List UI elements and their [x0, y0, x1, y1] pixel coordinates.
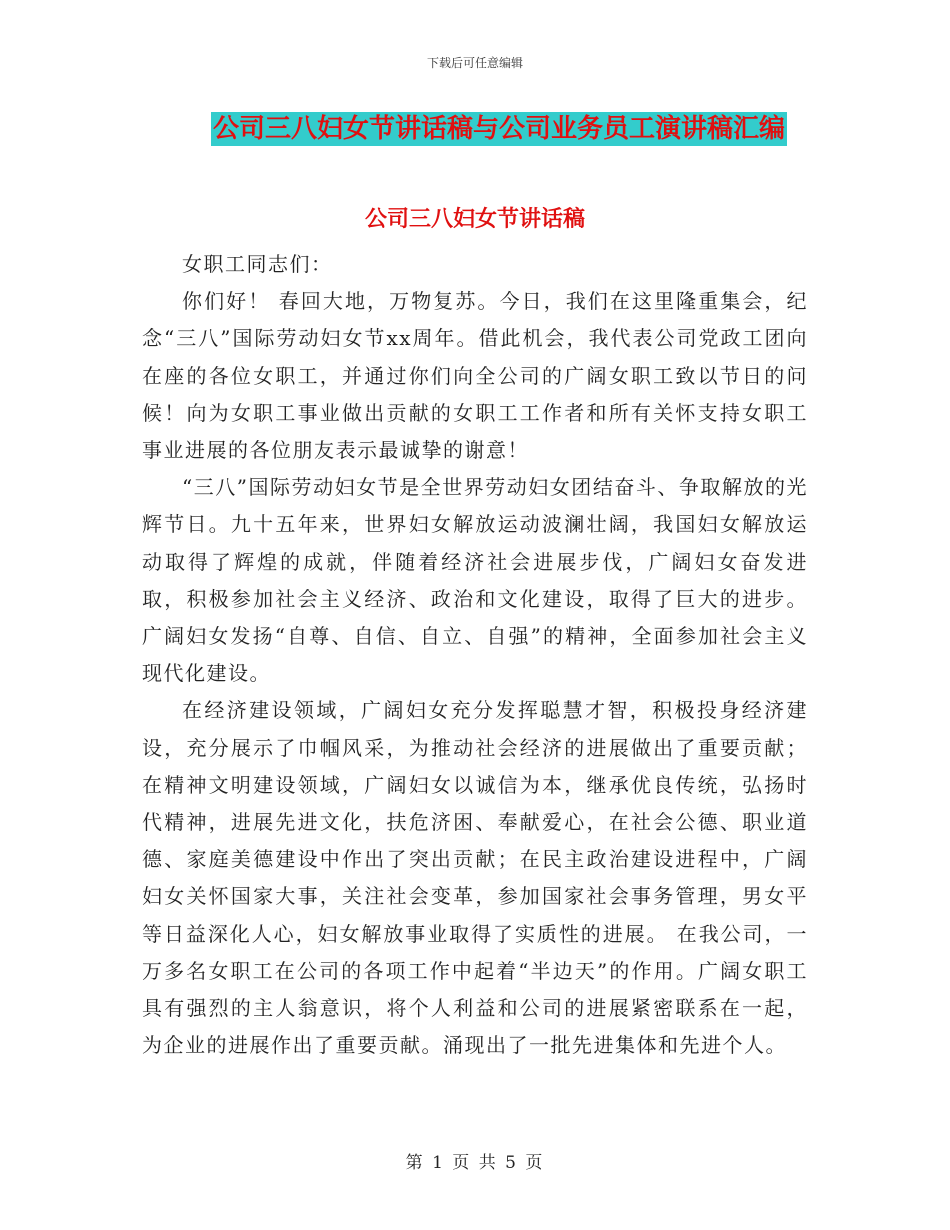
main-title-container: [0, 112, 950, 146]
body-paragraph: “三八”国际劳动妇女节是全世界劳动妇女团结奋斗、争取解放的光辉节日。九十五年来，世界妇女解放运动波澜壮阔，我国妇女解放运动取得了辉煌的成就，伴随着经济社会进展步伐，广阔妇女奋发进取，积极参加社会主义经济、政治和文化建设，取得了巨大的进步。广阔妇女发扬“自尊、自信、自立、自强”的精神，全面参加社会主义现代化建设。: [142, 475, 808, 686]
page-number-footer: 第 1 页 共 5 页: [405, 1153, 545, 1173]
body-paragraph: 你们好！ 春回大地，万物复苏。今日，我们在这里隆重集会，纪念“三八”国际劳动妇女节xx周年。借此机会，我代表公司党政工团向在座的各位女职工，并通过你们向全公司的广阔女职工致以节日的问候！向为女职工事业做出贡献的女职工工作者和所有关怀支持女职工事业进展的各位朋友表示最诚挚的谢意！: [142, 289, 808, 463]
header-note: 下载后可任意编辑: [426, 56, 523, 70]
salutation-paragraph: 女职工同志们：: [182, 252, 333, 276]
document-body: [142, 246, 808, 1064]
document-main-title: 公司三八妇女节讲话稿与公司业务员工演讲稿汇编: [212, 114, 785, 144]
section-title: 公司三八妇女节讲话稿: [364, 207, 585, 232]
body-paragraph: 在经济建设领域，广阔妇女充分发挥聪慧才智，积极投身经济建设，充分展示了巾帼风采，为推动社会经济的进展做出了重要贡献；在精神文明建设领域，广阔妇女以诚信为本，继承优良传统，弘扬时代精神，进展先进文化，扶危济困、奉献爱心，在社会公德、职业道德、家庭美德建设中作出了突出贡献；在民主政治建设进程中，广阔妇女关怀国家大事，关注社会变革，参加国家社会事务管理，男女平等日益深化人心，妇女解放事业取得了实质性的进展。 在我公司，一万多名女职工在公司的各项工作中起着“半边天”的作用。广阔女职工具有强烈的主人翁意识，将个人利益和公司的进展紧密联系在一起，为企业的进展作出了重要贡献。涌现出了一批先进集体和先进个人。: [142, 698, 808, 1058]
